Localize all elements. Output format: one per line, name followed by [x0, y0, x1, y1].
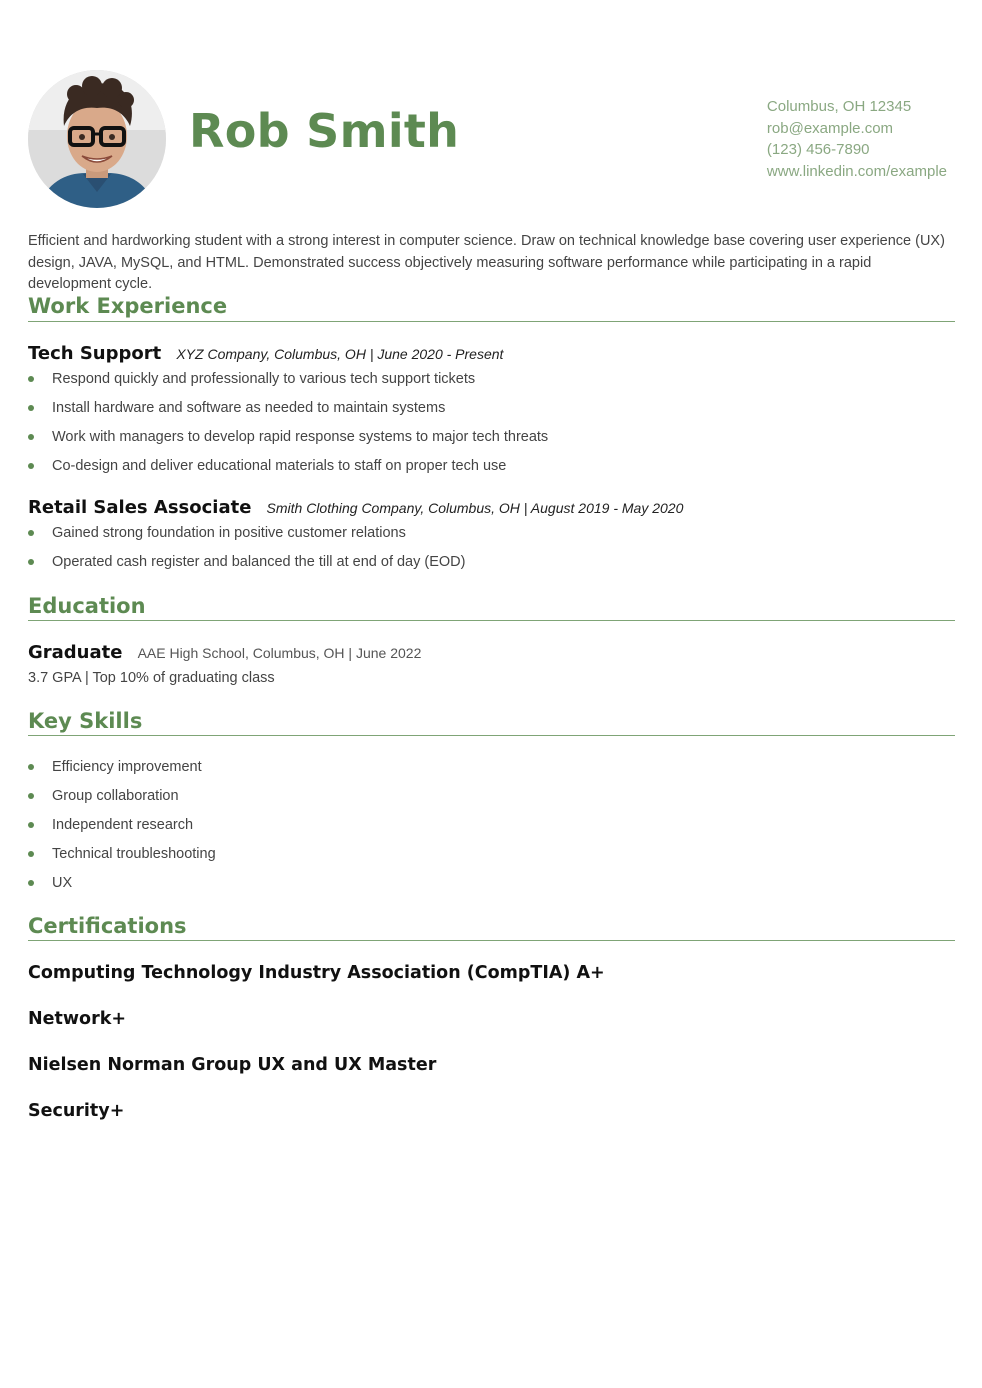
job-bullets — [28, 370, 548, 486]
job-meta: XYZ Company, Columbus, OH | June 2020 - Present — [176, 346, 504, 362]
list-item: Gained strong foundation in positive customer relations — [28, 524, 465, 553]
section-divider — [28, 940, 955, 941]
section-title-work: Work Experience — [28, 294, 228, 318]
list-item: Group collaboration — [28, 787, 216, 816]
certification-item: Network+ — [28, 1009, 127, 1029]
section-title-education: Education — [28, 594, 146, 618]
education-detail: 3.7 GPA | Top 10% of graduating class — [28, 670, 275, 686]
certification-item: Nielsen Norman Group UX and UX Master — [28, 1055, 437, 1075]
education-degree: Graduate — [28, 642, 123, 663]
education-header — [28, 642, 421, 663]
bullet-icon — [28, 822, 34, 828]
contact-email[interactable]: rob@example.com — [766, 119, 894, 137]
bullet-icon — [28, 463, 34, 469]
list-item: Operated cash register and balanced the till at end of day (EOD) — [28, 553, 465, 582]
contact-block — [767, 96, 947, 182]
bullet-icon — [28, 530, 34, 536]
list-item: Install hardware and software as needed to maintain systems — [28, 399, 548, 428]
contact-linkedin[interactable]: www.linkedin.com/example — [766, 162, 947, 180]
summary: Efficient and hardworking student with a strong interest in computer science. Draw on technical knowledge base covering user experience (UX) design, JAVA, MySQL, and HTML. Demonstrated success objectively measuring software performance while participating in a rapid development cycle. — [28, 233, 945, 292]
bullet-icon — [28, 764, 34, 770]
list-item: UX — [28, 874, 216, 903]
bullet-icon — [28, 405, 34, 411]
list-item: Co-design and deliver educational materials to staff on proper tech use — [28, 457, 548, 486]
list-item: Independent research — [28, 816, 216, 845]
bullet-icon — [28, 434, 34, 440]
list-item: Technical troubleshooting — [28, 845, 216, 874]
job-title: Retail Sales Associate — [28, 497, 252, 518]
profile-photo-icon — [28, 70, 166, 208]
contact-phone: (123) 456-7890 — [766, 141, 870, 158]
job-header — [28, 343, 503, 364]
job-title: Tech Support — [28, 343, 162, 364]
section-title-skills: Key Skills — [28, 709, 143, 733]
section-title-certifications: Certifications — [28, 914, 187, 938]
list-item: Efficiency improvement — [28, 758, 216, 787]
list-item: Respond quickly and professionally to various tech support tickets — [28, 370, 548, 399]
job-header — [28, 497, 683, 518]
bullet-icon — [28, 851, 34, 857]
bullet-icon — [28, 559, 34, 565]
list-item: Work with managers to develop rapid response systems to major tech threats — [28, 428, 548, 457]
bullet-icon — [28, 880, 34, 886]
job-meta: Smith Clothing Company, Columbus, OH | August 2019 - May 2020 — [266, 500, 684, 516]
avatar — [28, 70, 166, 208]
candidate-name: Rob Smith — [189, 104, 460, 158]
bullet-icon — [28, 793, 34, 799]
certification-item: Computing Technology Industry Association (CompTIA) A+ — [28, 963, 605, 983]
certification-item: Security+ — [28, 1101, 125, 1121]
section-divider — [28, 735, 955, 736]
section-divider — [28, 620, 955, 621]
job-bullets — [28, 524, 465, 582]
skills-list — [28, 758, 216, 903]
contact-address: Columbus, OH 12345 — [766, 98, 912, 115]
education-meta: AAE High School, Columbus, OH | June 2022 — [137, 645, 422, 661]
section-divider — [28, 321, 955, 322]
bullet-icon — [28, 376, 34, 382]
